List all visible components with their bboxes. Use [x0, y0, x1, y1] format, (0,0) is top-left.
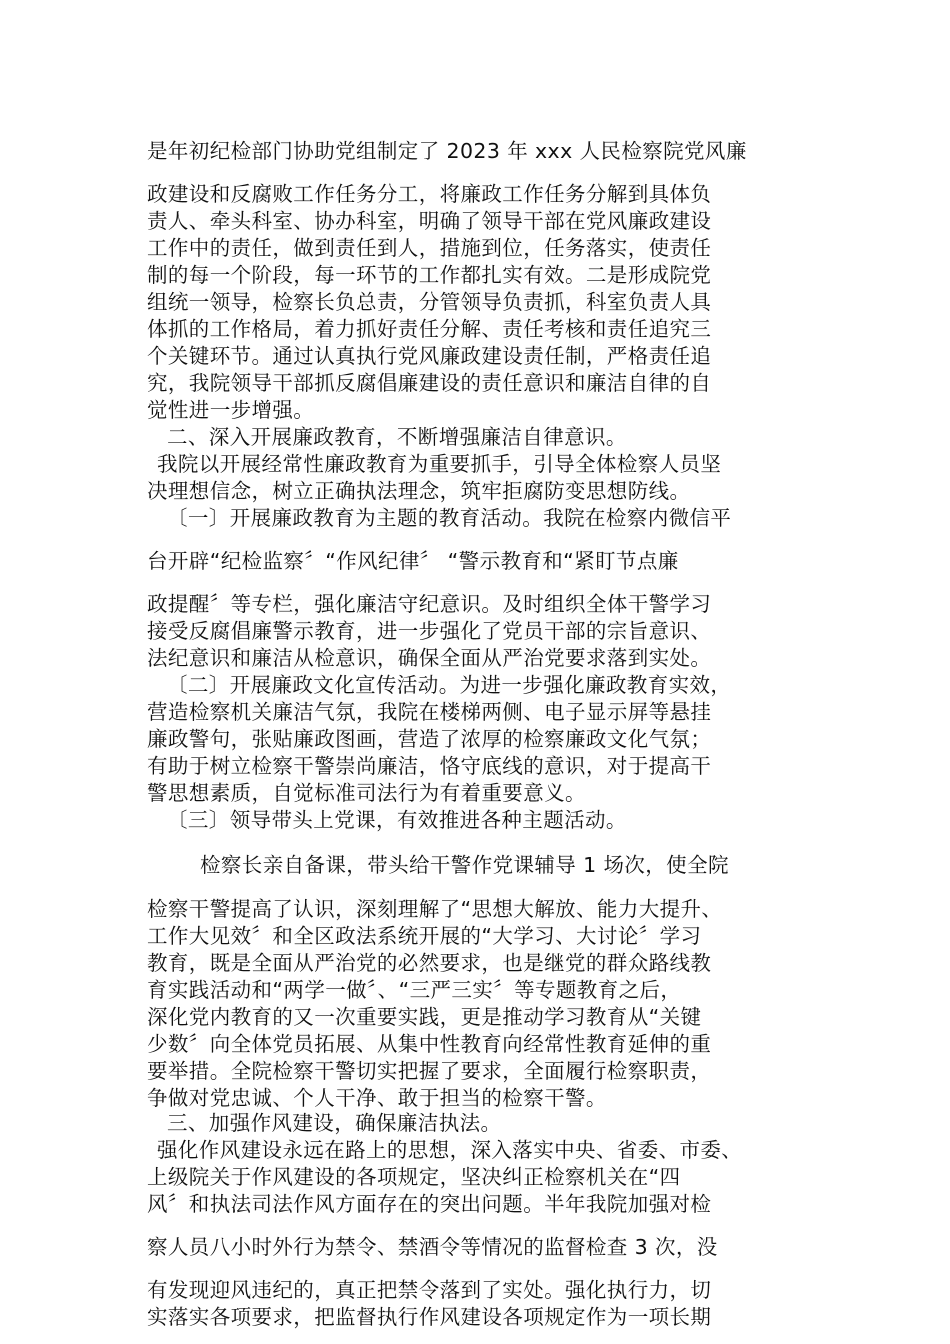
text-line: 少数〞向全体党员拓展、从集中性教育向经常性教育延伸的重 [147, 1032, 712, 1056]
text-line: 法纪意识和廉洁从检意识，确保全面从严治党要求落到实处。 [147, 646, 712, 670]
text-line: 廉政警句，张贴廉政图画，营造了浓厚的检察廉政文化气氛； [147, 727, 712, 751]
text-line: 是年初纪检部门协助党组制定了 2023 年 xxx 人民检察院党风廉 [147, 139, 747, 163]
text-line: 个关键环节。通过认真执行党风廉政建设责任制，严格责任追 [147, 344, 712, 368]
section-heading: 三、加强作风建设，确保廉洁执法。 [167, 1111, 502, 1135]
text-line: 究，我院领导干部抓反腐倡廉建设的责任意识和廉洁自律的自 [147, 371, 712, 395]
text-line: 要举措。全院检察干警切实把握了要求，全面履行检察职责， [147, 1059, 712, 1083]
text-line: 教育，既是全面从严治党的必然要求，也是继党的群众路线教 [147, 951, 712, 975]
section-heading: 二、深入开展廉政教育，不断增强廉洁自律意识。 [167, 425, 627, 449]
text-line: 强化作风建设永远在路上的思想，深入落实中央、省委、市委、 [157, 1138, 743, 1162]
text-line: 接受反腐倡廉警示教育，进一步强化了党员干部的宗旨意识、 [147, 619, 712, 643]
text-line: 有助于树立检察干警崇尚廉洁，恪守底线的意识，对于提高干 [147, 754, 712, 778]
text-line: 营造检察机关廉洁气氛，我院在楼梯两侧、电子显示屏等悬挂 [147, 700, 712, 724]
text-line: 责人、牵头科室、协办科室，明确了领导干部在党风廉政建设 [147, 209, 712, 233]
text-line: 体抓的工作格局，着力抓好责任分解、责任考核和责任追究三 [147, 317, 712, 341]
text-line: 组统一领导，检察长负总责，分管领导负责抓，科室负责人具 [147, 290, 712, 314]
text-line: 育实践活动和“两学一做〞、“三严三实〞等专题教育之后， [147, 978, 682, 1002]
subsection-heading: 〔二〕开展廉政文化宣传活动。为进一步强化廉政教育实效， [167, 673, 732, 697]
text-line: 争做对党忠诚、个人干净、敢于担当的检察干警。 [147, 1086, 607, 1110]
text-line: 觉性进一步增强。 [147, 398, 315, 422]
subsection-heading: 〔三〕领导带头上党课，有效推进各种主题活动。 [167, 808, 627, 832]
text-line: 深化党内教育的又一次重要实践，更是推动学习教育从“关键 [147, 1005, 702, 1029]
text-line: 政提醒〞等专栏，强化廉洁守纪意识。及时组织全体干警学习 [147, 592, 712, 616]
text-line: 警思想素质，自觉标准司法行为有着重要意义。 [147, 781, 586, 805]
text-line: 上级院关于作风建设的各项规定，坚决纠正检察机关在“四 [147, 1165, 681, 1189]
text-line: 工作大见效〞和全区政法系统开展的“大学习、大讨论〞学习 [147, 924, 702, 948]
text-line: 政建设和反腐败工作任务分工，将廉政工作任务分解到具体负 [147, 182, 712, 206]
text-line: 检察长亲自备课，带头给干警作党课辅导 1 场次，使全院 [200, 853, 729, 877]
text-line: 有发现迎风违纪的，真正把禁令落到了实处。强化执行力，切 [147, 1278, 712, 1302]
text-line: 制的每一个阶段，每一环节的工作都扎实有效。二是形成院党 [147, 263, 712, 287]
text-line: 台开辟“纪检监察〞“作风纪律〞 “警示教育和“紧盯节点廉 [147, 549, 679, 573]
text-line: 检察干警提高了认识，深刻理解了“思想大解放、能力大提升、 [147, 897, 723, 921]
text-line: 我院以开展经常性廉政教育为重要抓手，引导全体检察人员坚 [157, 452, 722, 476]
text-line: 风〞和执法司法作风方面存在的突出问题。半年我院加强对检 [147, 1192, 712, 1216]
text-line: 决理想信念，树立正确执法理念，筑牢拒腐防变思想防线。 [147, 479, 691, 503]
text-line: 实落实各项要求，把监督执行作风建设各项规定作为一项长期 [147, 1305, 712, 1329]
subsection-heading: 〔一〕开展廉政教育为主题的教育活动。我院在检察内微信平 [167, 506, 732, 530]
text-line: 工作中的责任，做到责任到人，措施到位，任务落实，使责任 [147, 236, 712, 260]
text-line: 察人员八小时外行为禁令、禁酒令等情况的监督检查 3 次，没 [147, 1235, 718, 1259]
